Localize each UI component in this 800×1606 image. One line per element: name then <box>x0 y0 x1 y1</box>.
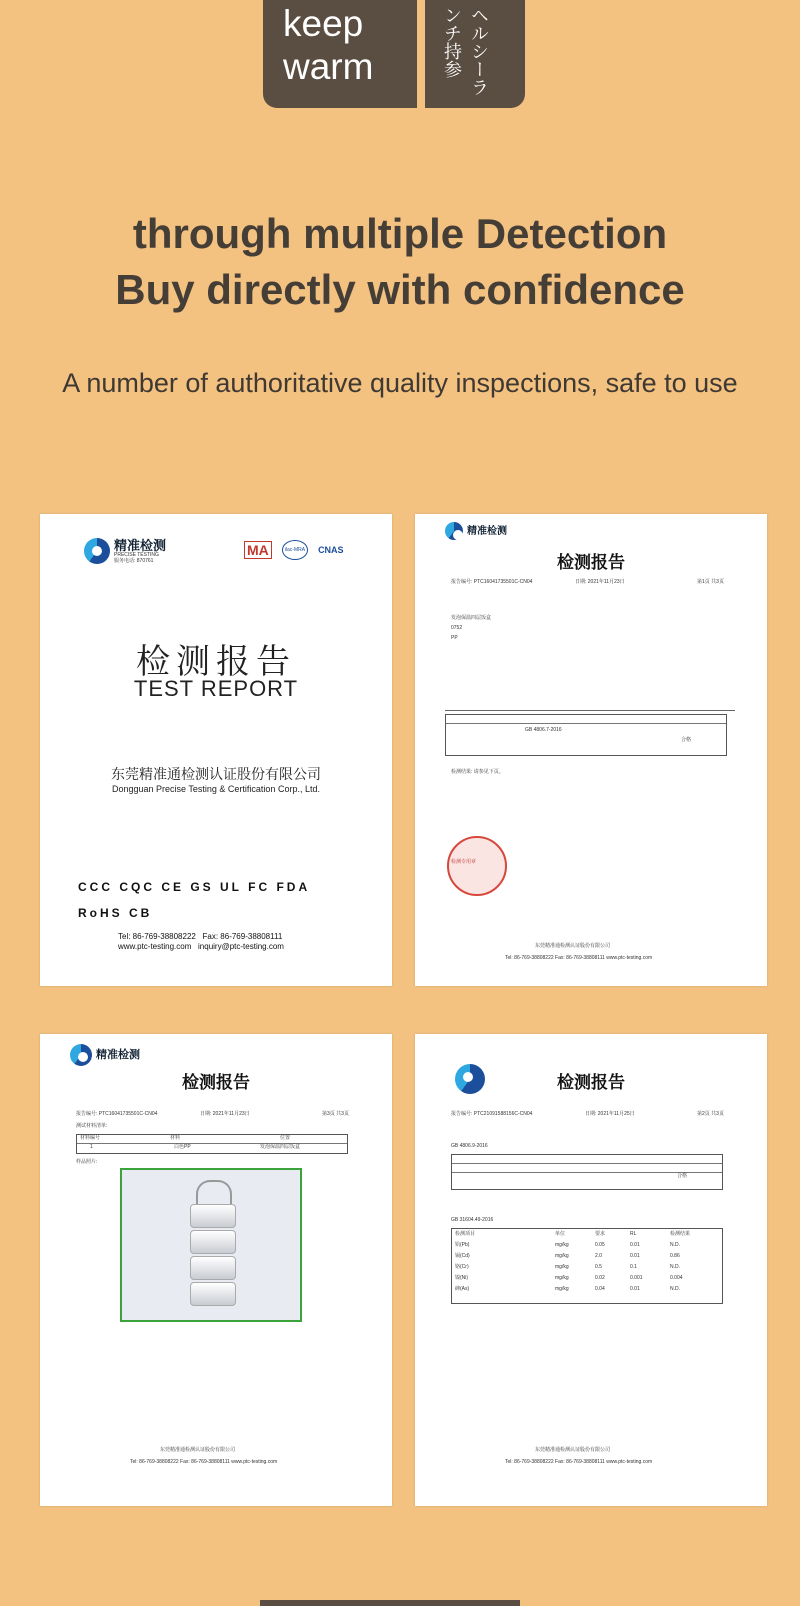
chem-table <box>451 1228 723 1304</box>
standard-label-2: GB 31604.49-2016 <box>451 1217 494 1223</box>
headline-line1: through multiple Detection <box>132 210 668 257</box>
lab-name-en: PRECISE TESTING <box>114 551 159 558</box>
lab-name-cn-small: 精准检测 <box>467 525 507 537</box>
sample-photo[interactable] <box>120 1168 302 1322</box>
lab-logo-small <box>70 1044 140 1066</box>
material-header-2: 材料 <box>170 1135 181 1141</box>
cert-logos-row2: RoHS CB <box>78 906 153 920</box>
report-page: 第3页 共3页 <box>322 1111 349 1117</box>
chem-cell: 0.86 <box>670 1253 680 1259</box>
accreditation-logos <box>244 540 344 560</box>
company-name-en: Dongguan Precise Testing & Certification Corp., Ltd. <box>112 784 320 794</box>
subline: A number of authoritative quality inspections, safe to use <box>62 368 738 398</box>
bottom-badge-edge <box>260 1600 520 1606</box>
report-page: 第1页 共3页 <box>697 579 724 585</box>
chem-cell: 0.05 <box>595 1242 605 1248</box>
report-page1-card[interactable] <box>415 514 767 986</box>
footer-company: 东莞精准通检测认证股份有限公司 <box>535 943 611 949</box>
company-name-cn: 东莞精准通检测认证股份有限公司 <box>111 767 321 783</box>
headline <box>0 206 800 318</box>
sample-material: PP <box>451 635 458 641</box>
chem-cell: 0.04 <box>595 1286 605 1292</box>
report-date: 日期: 2021年11月23日 <box>200 1111 250 1117</box>
chem-cell: 0.01 <box>630 1242 640 1248</box>
chem-header-cell: 检测项目 <box>455 1231 476 1237</box>
report-page3-card[interactable] <box>40 1034 392 1506</box>
badge-line1: keep <box>283 3 364 44</box>
lunchbox-tier-icon <box>190 1256 236 1280</box>
ptc-logo-icon <box>70 1044 92 1066</box>
chem-header-cell: 检测结果 <box>670 1231 691 1237</box>
badge-japanese <box>441 6 489 96</box>
conclusion: 检测结果: 请参见下页。 <box>451 769 504 775</box>
sensory-result: 合格 <box>677 1173 688 1179</box>
cover-title-en: TEST REPORT <box>133 676 299 701</box>
ilac-logo: ilac-MRA <box>282 540 308 560</box>
lab-email: inquiry@ptc-testing.com <box>198 942 284 951</box>
chem-cell: 铅(Pb) <box>455 1242 470 1248</box>
chem-cell: 0.5 <box>595 1264 602 1270</box>
footer-company: 东莞精准通检测认证股份有限公司 <box>535 1447 611 1453</box>
sample-name: 发泡保温四层饭盒 <box>451 615 492 621</box>
headline-line2: Buy directly with confidence <box>115 266 685 313</box>
cover-title-cn: 检测报告 <box>136 642 296 682</box>
chem-cell: 2.0 <box>595 1253 602 1259</box>
report-page: 第2页 共3页 <box>697 1111 724 1117</box>
chem-cell: 铬(Cr) <box>455 1264 469 1270</box>
material-list-label: 测试材料清单: <box>76 1123 108 1129</box>
ptc-logo-icon <box>445 522 463 540</box>
report-date: 日期: 2021年11月25日 <box>585 1111 635 1117</box>
badge-jp-col1: ヘルシーラ <box>468 6 489 96</box>
ptc-logo-icon <box>84 538 110 564</box>
chem-cell: 0.001 <box>630 1275 643 1281</box>
chem-cell: N.D. <box>670 1264 680 1270</box>
chem-cell: 0.01 <box>630 1286 640 1292</box>
chem-cell: N.D. <box>670 1242 680 1248</box>
chem-header-cell: RL <box>630 1231 637 1237</box>
footer-contact: Tel: 86-769-38808222 Fax: 86-769-38808111 www.ptc-testing.com <box>130 1459 278 1465</box>
footer-contact: Tel: 86-769-38808222 Fax: 86-769-38808111 www.ptc-testing.com <box>505 955 653 961</box>
lab-tel: Tel: 86-769-38808222 <box>118 932 196 941</box>
lab-name-cn: 精准检测 <box>114 537 167 553</box>
cma-logo: MA <box>244 541 272 559</box>
result-table <box>445 714 727 756</box>
chem-cell: mg/kg <box>555 1242 569 1248</box>
lunchbox-tier-icon <box>190 1204 236 1228</box>
lab-hotline: 服务电话: 870761 <box>114 557 154 564</box>
chem-header-cell: 要求 <box>595 1231 606 1237</box>
material-row-3: 发泡保温四层饭盒 <box>260 1144 301 1150</box>
cnas-logo: CNAS <box>318 545 344 555</box>
chem-cell: 0.004 <box>670 1275 683 1281</box>
report-title: 检测报告 <box>557 553 625 573</box>
material-row-2: 白色PP <box>174 1144 191 1150</box>
lab-logo-small <box>445 522 507 540</box>
material-table <box>76 1134 348 1154</box>
lab-logo <box>84 538 166 564</box>
cert-logos-row1: CCC CQC CE GS UL FC FDA <box>78 880 311 894</box>
report-number: 报告编号: PTC16041735501C-CN04 <box>76 1111 158 1117</box>
lunchbox-tier-icon <box>190 1282 236 1306</box>
chem-cell: 0.01 <box>630 1253 640 1259</box>
result-value: 合格 <box>681 737 692 743</box>
chem-cell: N.D. <box>670 1286 680 1292</box>
chem-header-cell: 单位 <box>555 1231 566 1237</box>
chem-cell: 镍(Ni) <box>455 1275 469 1281</box>
result-standard: GB 4806.7-2016 <box>525 727 562 733</box>
chem-cell: mg/kg <box>555 1275 569 1281</box>
chem-cell: 0.02 <box>595 1275 605 1281</box>
material-row-1: 1 <box>90 1144 93 1150</box>
report-date: 日期: 2021年11月23日 <box>575 579 625 585</box>
divider <box>445 710 735 711</box>
keep-warm-badge <box>263 0 525 108</box>
report-cover-card[interactable] <box>40 514 392 986</box>
material-header-1: 材料编号 <box>80 1135 101 1141</box>
chem-cell: 0.1 <box>630 1264 637 1270</box>
official-stamp <box>447 836 507 896</box>
lunchbox-tier-icon <box>190 1230 236 1254</box>
footer-contact: Tel: 86-769-38808222 Fax: 86-769-38808111 www.ptc-testing.com <box>505 1459 653 1465</box>
lab-fax: Fax: 86-769-38808111 <box>202 932 283 941</box>
sample-photo-label: 样品照片: <box>76 1159 98 1165</box>
chem-cell: 砷(As) <box>455 1286 470 1292</box>
report-title: 检测报告 <box>182 1073 250 1093</box>
lab-name-cn-small: 精准检测 <box>96 1048 140 1061</box>
material-header-3: 位置 <box>280 1135 291 1141</box>
badge-english <box>283 0 423 88</box>
contact-info <box>118 932 284 952</box>
badge-jp-col2: ンチ持参 <box>441 6 462 78</box>
stamp-label: 检测专用章 <box>451 859 477 865</box>
lab-web: www.ptc-testing.com <box>118 942 192 951</box>
report-number: 报告编号: PTC21091588156C-CN04 <box>451 1111 533 1117</box>
standard-label: GB 4806.9-2016 <box>451 1143 488 1149</box>
chem-cell: mg/kg <box>555 1264 569 1270</box>
chem-cell: mg/kg <box>555 1286 569 1292</box>
badge-line2: warm <box>283 46 374 87</box>
report-number: 报告编号: PTC16041735501C-CN04 <box>451 579 533 585</box>
footer-company: 东莞精准通检测认证股份有限公司 <box>160 1447 236 1453</box>
report-title: 检测报告 <box>557 1073 625 1093</box>
chem-cell: mg/kg <box>555 1253 569 1259</box>
badge-divider <box>417 0 425 108</box>
report-page2-card[interactable] <box>415 1034 767 1506</box>
chem-cell: 镉(Cd) <box>455 1253 470 1259</box>
sample-model: 0752 <box>451 625 463 631</box>
